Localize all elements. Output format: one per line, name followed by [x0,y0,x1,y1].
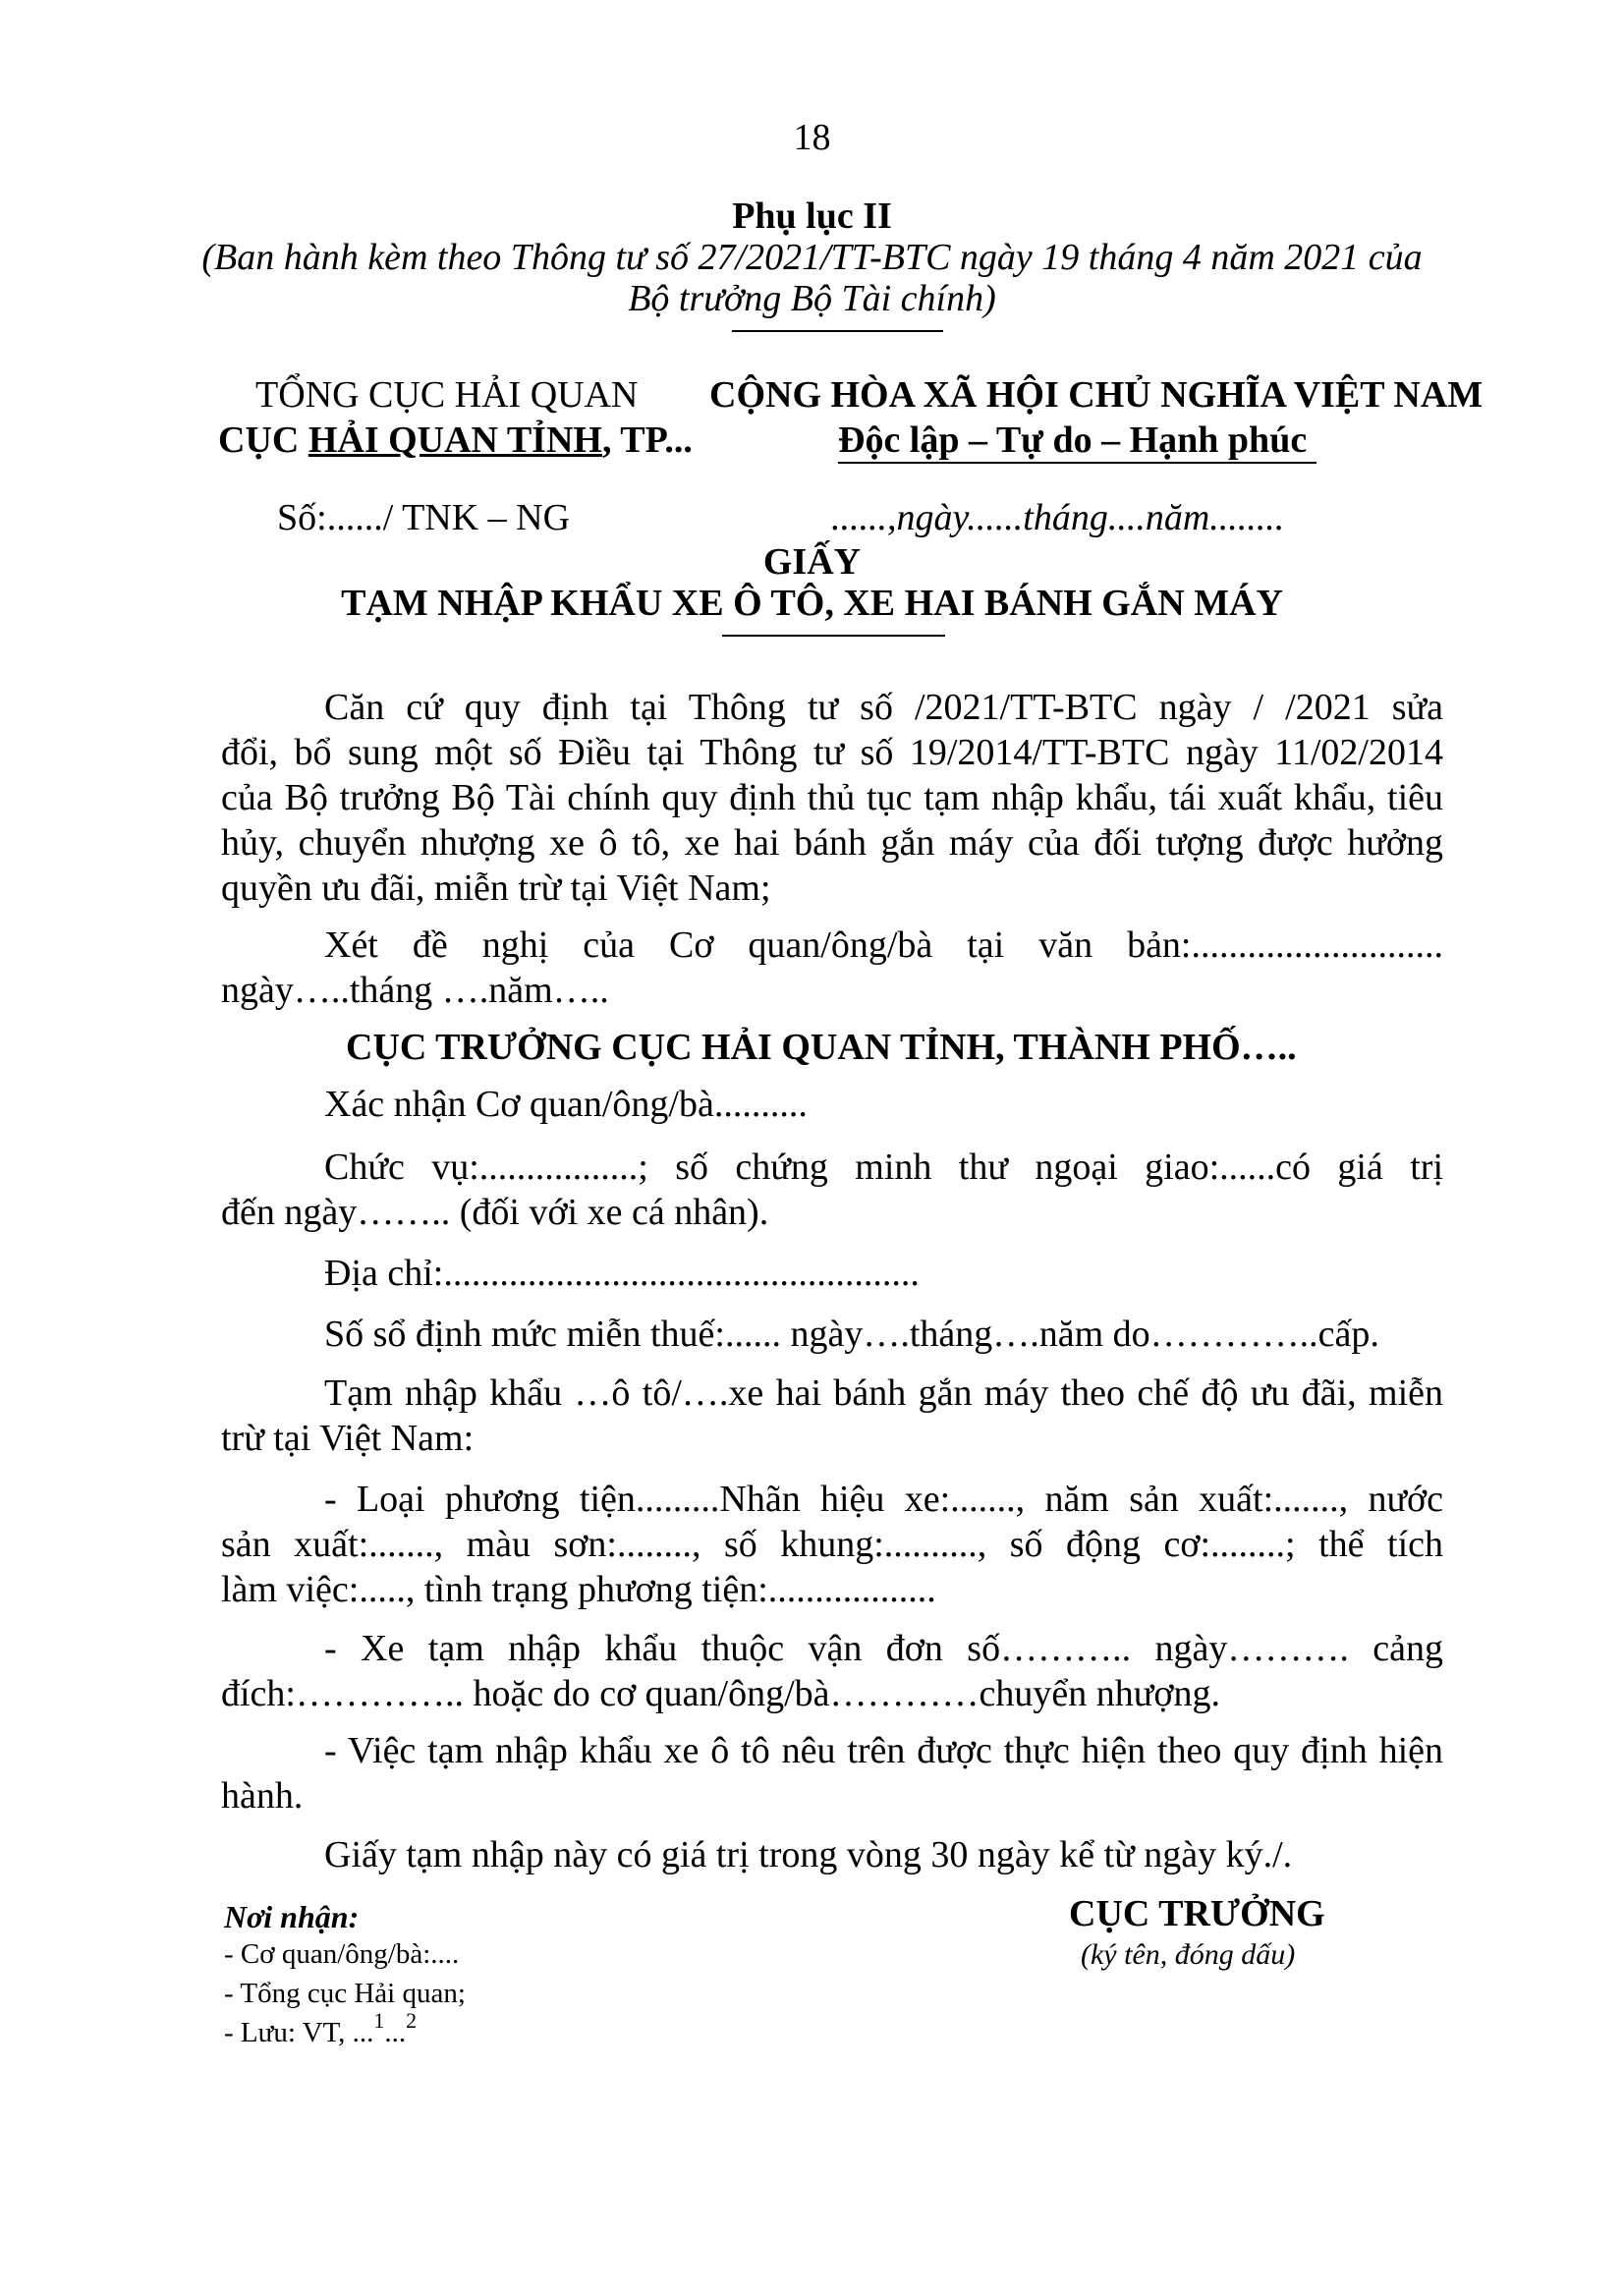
page-number: 18 [793,117,831,158]
recipient-item-2: - Tổng cục Hải quan; [224,1978,466,2009]
validity-line: Giấy tạm nhập này có giá trị trong vòng 30 ngày kể từ ngày ký./. [324,1834,1293,1875]
proposal-line-2: ngày…..tháng ….năm….. [221,970,609,1011]
motto-underline [838,462,1316,464]
appendix-issued-line-2: Bộ trưởng Bộ Tài chính) [628,278,996,319]
document-number: Số:....../ TNK – NG [277,497,571,538]
org-parent: TỔNG CỤC HẢI QUAN [255,374,639,416]
document-title: TẠM NHẬP KHẨU XE Ô TÔ, XE HAI BÁNH GẮN MÁY [341,583,1283,624]
appendix-issued-line-1: (Ban hành kèm theo Thông tư số 27/2021/TT-BTC ngày 19 tháng 4 năm 2021 của [201,237,1423,278]
position-line-1: Chức vụ:.................; số chứng minh thư ngoại giao:......có giá trị [324,1147,1443,1188]
vehicle-line-1: - Loại phương tiện.........Nhãn hiệu xe:......., năm sản xuất:......., nước [324,1479,1443,1520]
basis-line-3: của Bộ trưởng Bộ Tài chính quy định thủ tục tạm nhập khẩu, tái xuất khẩu, tiêu [221,777,1443,818]
recipients-title: Nơi nhận: [224,1899,360,1934]
recipient-item-1: - Cơ quan/ông/bà:.... [224,1938,460,1970]
signature-title: CỤC TRƯỞNG [1069,1893,1325,1934]
authority-heading: CỤC TRƯỞNG CỤC HẢI QUAN TỈNH, THÀNH PHỐ….. [346,1027,1297,1068]
address-line: Địa chỉ:................................................... [324,1253,920,1294]
nation-motto: Độc lập – Tự do – Hạnh phúc [838,420,1308,461]
tax-quota-line: Số sổ định mức miễn thuế:...... ngày….tháng….năm do…………..cấp. [324,1314,1379,1355]
document-type: GIẤY [762,541,862,583]
basis-line-4: hủy, chuyển nhượng xe ô tô, xe hai bánh gắn máy của đối tượng được hưởng [221,822,1443,864]
nation-title: CỘNG HÒA XÃ HỘI CHỦ NGHĨA VIỆT NAM [709,374,1484,416]
import-line-2: trừ tại Việt Nam: [221,1418,475,1459]
vehicle-line-3: làm việc:....., tình trạng phương tiện:.................. [221,1569,936,1610]
import-line-1: Tạm nhập khẩu …ô tô/….xe hai bánh gắn máy theo chế độ ưu đãi, miễn [324,1372,1443,1414]
position-line-2: đến ngày…….. (đối với xe cá nhân). [221,1192,769,1233]
basis-line-2: đổi, bổ sung một số Điều tại Thông tư số 19/2014/TT-BTC ngày 11/02/2014 [221,732,1443,773]
proposal-line-1: Xét đề nghị của Cơ quan/ông/bà tại văn bản:........................... [324,924,1443,966]
appendix-title: Phụ lục II [732,196,892,237]
org-name: CỤC HẢI QUAN TỈNH, TP... [218,420,693,461]
recipient-item-3: - Lưu: VT, ...$^1$...$^2$ [224,2008,418,2048]
vehicle-line-2: sản xuất:......., màu sơn:........, số khung:.........., số động cơ:........; thể tích [221,1524,1443,1565]
confirm-line: Xác nhận Cơ quan/ông/bà.......... [324,1084,808,1125]
regulation-line-1: - Việc tạm nhập khẩu xe ô tô nêu trên được thực hiện theo quy định hiện [324,1730,1443,1771]
appendix-divider [732,330,943,332]
regulation-line-2: hành. [221,1775,304,1817]
bill-line-2: đích:………….. hoặc do cơ quan/ông/bà…………chuyển nhượng. [221,1673,1220,1714]
signature-note: (ký tên, đóng dấu) [1081,1938,1296,1971]
bill-line-1: - Xe tạm nhập khẩu thuộc vận đơn số……….. ngày………. cảng [324,1628,1443,1669]
basis-line-1: Căn cứ quy định tại Thông tư số /2021/TT-BTC ngày / /2021 sửa [324,687,1443,728]
title-divider [722,635,945,637]
document-date: ......,ngày......tháng....năm........ [831,497,1285,538]
basis-line-5: quyền ưu đãi, miễn trừ tại Việt Nam; [221,867,771,909]
